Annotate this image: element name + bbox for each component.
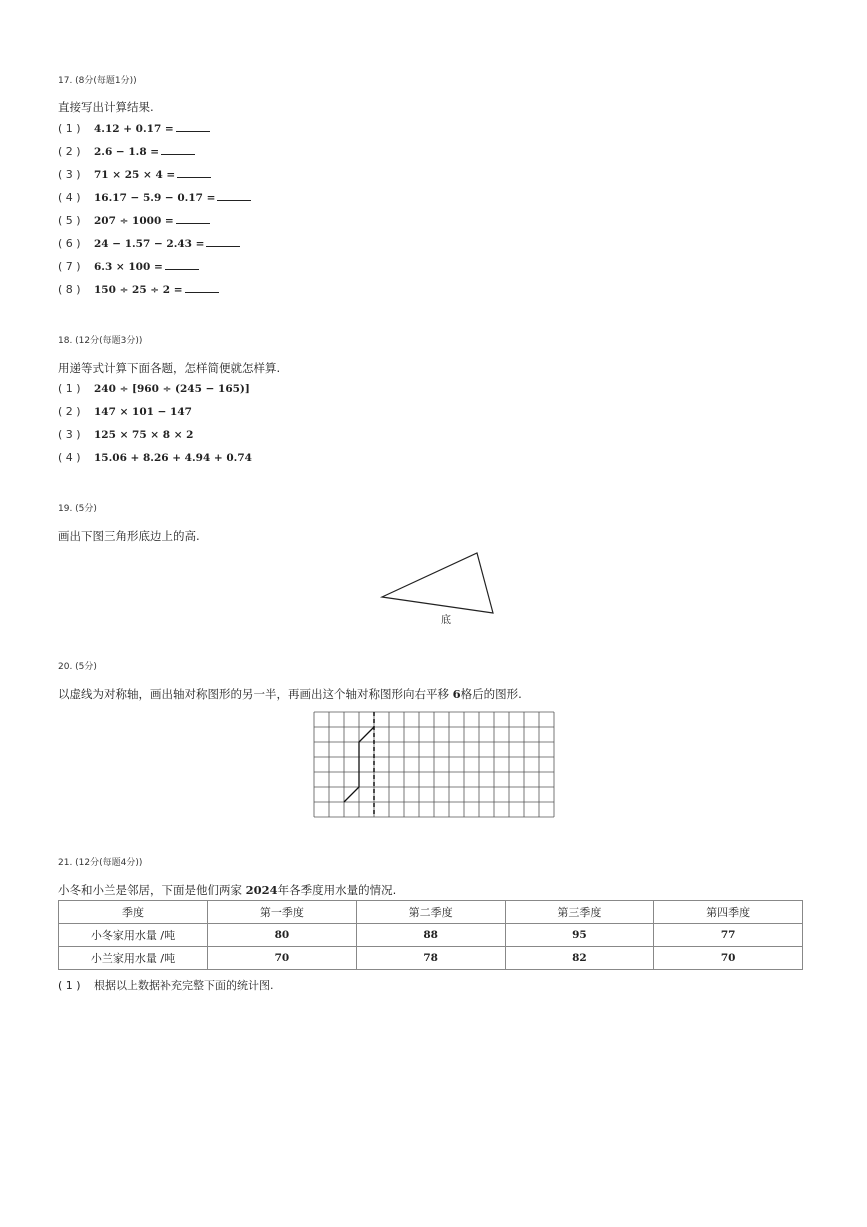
q17-item-number: ( 5 ) bbox=[58, 214, 81, 227]
q17-expression: 150 ÷ 25 ÷ 2 = bbox=[94, 284, 183, 296]
q17-item bbox=[58, 191, 251, 214]
q17-expression: 2.6 − 1.8 = bbox=[94, 146, 160, 158]
q17-item-number: ( 6 ) bbox=[58, 237, 81, 250]
answer-blank[interactable] bbox=[165, 260, 199, 270]
q17-item-number: ( 3 ) bbox=[58, 168, 81, 181]
q18-item-number: ( 3 ) bbox=[58, 428, 81, 441]
table-header-cell: 第三季度 bbox=[505, 901, 654, 924]
triangle-base-label: 底 bbox=[441, 615, 451, 626]
answer-blank[interactable] bbox=[177, 168, 211, 178]
q17-item-number: ( 1 ) bbox=[58, 122, 81, 135]
answer-blank[interactable] bbox=[185, 283, 219, 293]
q21-sub1 bbox=[58, 977, 274, 993]
q17-item-number: ( 4 ) bbox=[58, 191, 81, 204]
q20-instruction-part-b: 格后的图形. bbox=[460, 687, 522, 701]
q21-instruction-part-a: 小冬和小兰是邻居，下面是他们两家 bbox=[58, 883, 246, 897]
q18-item-number: ( 4 ) bbox=[58, 451, 81, 464]
q20-instruction bbox=[58, 686, 522, 702]
grid-lines bbox=[314, 712, 554, 817]
q20-header: 20. (5分) bbox=[58, 662, 97, 672]
q17-header: 17. (8分(每题1分)) bbox=[58, 76, 137, 86]
row-label: 小兰家用水量 /吨 bbox=[59, 947, 208, 970]
answer-blank[interactable] bbox=[206, 237, 240, 247]
answer-blank[interactable] bbox=[176, 214, 210, 224]
q18-instruction: 用递等式计算下面各题，怎样简便就怎样算. bbox=[58, 361, 281, 375]
q17-item bbox=[58, 145, 251, 168]
table-header-cell: 第一季度 bbox=[208, 901, 357, 924]
q17-item-number: ( 7 ) bbox=[58, 260, 81, 273]
q18-expression: 147 × 101 − 147 bbox=[94, 406, 192, 418]
triangle-figure bbox=[370, 545, 510, 625]
table-header-cell: 第四季度 bbox=[654, 901, 803, 924]
table-cell: 77 bbox=[654, 924, 803, 947]
q20-instruction-number: 6 bbox=[452, 687, 461, 701]
q18-expression: 125 × 75 × 8 × 2 bbox=[94, 429, 194, 441]
q17-instruction: 直接写出计算结果. bbox=[58, 100, 154, 114]
table-row bbox=[59, 947, 803, 970]
answer-blank[interactable] bbox=[161, 145, 195, 155]
q17-item-number: ( 2 ) bbox=[58, 145, 81, 158]
q18-header: 18. (12分(每题3分)) bbox=[58, 336, 143, 346]
q20-instruction-part-a: 以虚线为对称轴，画出轴对称图形的另一半，再画出这个轴对称图形向右平移 bbox=[58, 687, 453, 701]
water-usage-table bbox=[58, 900, 803, 970]
q21-sub1-number: ( 1 ) bbox=[58, 979, 81, 992]
q17-item bbox=[58, 237, 251, 260]
q17-expression: 6.3 × 100 = bbox=[94, 261, 163, 273]
q18-item bbox=[58, 451, 252, 474]
q18-item bbox=[58, 382, 252, 405]
q17-item-number: ( 8 ) bbox=[58, 283, 81, 296]
q17-item bbox=[58, 283, 251, 306]
table-header-cell: 第二季度 bbox=[356, 901, 505, 924]
table-cell: 80 bbox=[208, 924, 357, 947]
q17-item bbox=[58, 122, 251, 145]
q18-item bbox=[58, 428, 252, 451]
q17-item-list bbox=[58, 122, 251, 306]
q18-item-number: ( 1 ) bbox=[58, 382, 81, 395]
q17-expression: 16.17 − 5.9 − 0.17 = bbox=[94, 192, 216, 204]
q17-item bbox=[58, 214, 251, 237]
row-label: 小冬家用水量 /吨 bbox=[59, 924, 208, 947]
table-cell: 88 bbox=[356, 924, 505, 947]
q21-sub1-text: 根据以上数据补充完整下面的统计图. bbox=[94, 979, 274, 992]
q18-expression: 240 ÷ [960 ÷ (245 − 165)] bbox=[94, 383, 250, 395]
table-cell: 82 bbox=[505, 947, 654, 970]
q21-instruction-part-b: 年各季度用水量的情况. bbox=[277, 883, 397, 897]
table-header-cell: 季度 bbox=[59, 901, 208, 924]
q21-instruction bbox=[58, 882, 396, 898]
q19-instruction: 画出下图三角形底边上的高. bbox=[58, 529, 200, 543]
answer-blank[interactable] bbox=[217, 191, 251, 201]
q17-item bbox=[58, 260, 251, 283]
table-header-row bbox=[59, 901, 803, 924]
q17-expression: 4.12 + 0.17 = bbox=[94, 123, 174, 135]
table-cell: 95 bbox=[505, 924, 654, 947]
q19-header: 19. (5分) bbox=[58, 504, 97, 514]
q18-item-number: ( 2 ) bbox=[58, 405, 81, 418]
q18-item bbox=[58, 405, 252, 428]
triangle-shape bbox=[382, 553, 493, 613]
q21-header: 21. (12分(每题4分)) bbox=[58, 858, 143, 868]
q17-expression: 207 ÷ 1000 = bbox=[94, 215, 174, 227]
q17-expression: 24 − 1.57 − 2.43 = bbox=[94, 238, 205, 250]
answer-blank[interactable] bbox=[176, 122, 210, 132]
table-row bbox=[59, 924, 803, 947]
table-cell: 70 bbox=[654, 947, 803, 970]
q18-expression: 15.06 + 8.26 + 4.94 + 0.74 bbox=[94, 452, 252, 464]
q18-item-list bbox=[58, 382, 252, 474]
q17-expression: 71 × 25 × 4 = bbox=[94, 169, 176, 181]
table-cell: 78 bbox=[356, 947, 505, 970]
q17-item bbox=[58, 168, 251, 191]
table-cell: 70 bbox=[208, 947, 357, 970]
q21-instruction-year: 2024 bbox=[245, 883, 278, 897]
grid-figure bbox=[312, 711, 556, 819]
